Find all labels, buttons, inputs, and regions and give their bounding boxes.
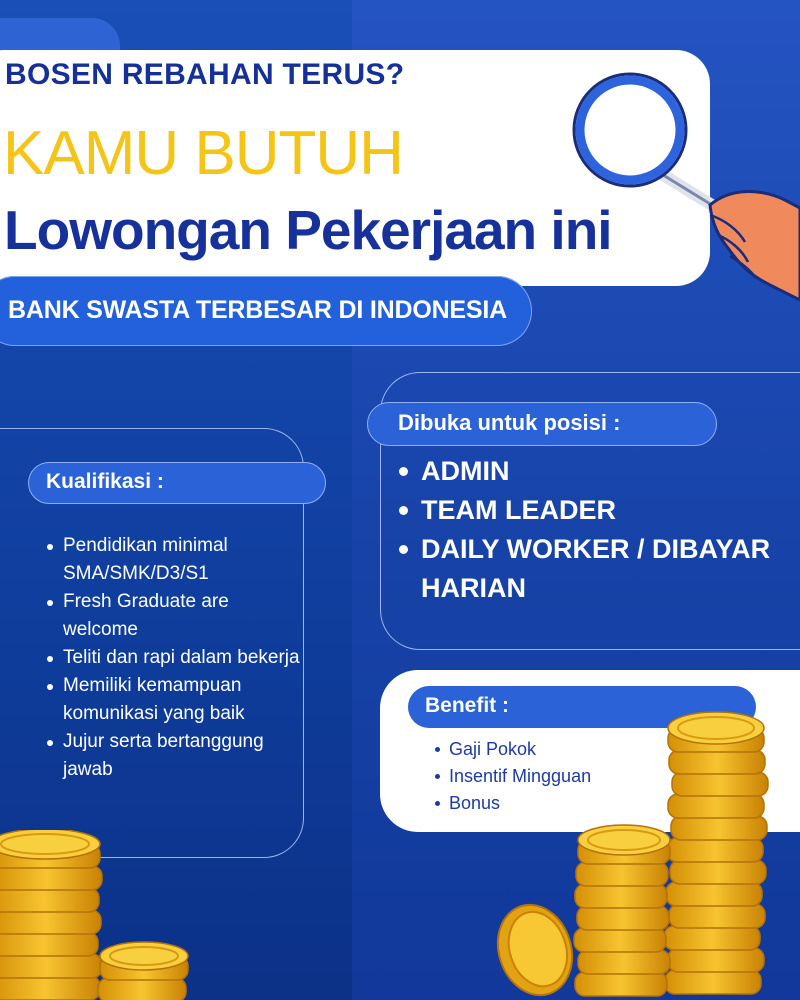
headline-lowongan: Lowongan Pekerjaan ini: [4, 199, 612, 261]
headline-question: BOSEN REBAHAN TERUS?: [5, 58, 405, 91]
qualifications-list: [46, 532, 303, 784]
list-item: Gaji Pokok: [434, 736, 591, 763]
qualifications-label: Kualifikasi :: [46, 470, 164, 493]
list-item: Teliti dan rapi dalam bekerja: [46, 644, 303, 672]
list-item: ADMIN: [395, 452, 800, 491]
list-item: Bonus: [434, 790, 591, 817]
company-name: BANK SWASTA TERBESAR DI INDONESIA: [8, 296, 507, 324]
list-item: Pendidikan minimal SMA/SMK/D3/S1: [46, 532, 303, 588]
magnifier-hand-icon: [560, 70, 800, 310]
headline-kamu-butuh: KAMU BUTUH: [3, 119, 403, 188]
list-item: Jujur serta bertanggung jawab: [46, 728, 303, 784]
list-item: Memiliki kemampuan komunikasi yang baik: [46, 672, 303, 728]
list-item: Insentif Mingguan: [434, 763, 591, 790]
list-item: TEAM LEADER: [395, 491, 800, 530]
benefit-label: Benefit :: [425, 694, 509, 717]
positions-label: Dibuka untuk posisi :: [398, 410, 621, 435]
list-item: DAILY WORKER / DIBAYAR HARIAN: [395, 530, 800, 608]
positions-list: [395, 452, 800, 608]
gold-coins-stack-icon: [490, 700, 800, 1000]
list-item: Fresh Graduate are welcome: [46, 588, 303, 644]
gold-coins-stack-icon: [0, 830, 200, 1000]
